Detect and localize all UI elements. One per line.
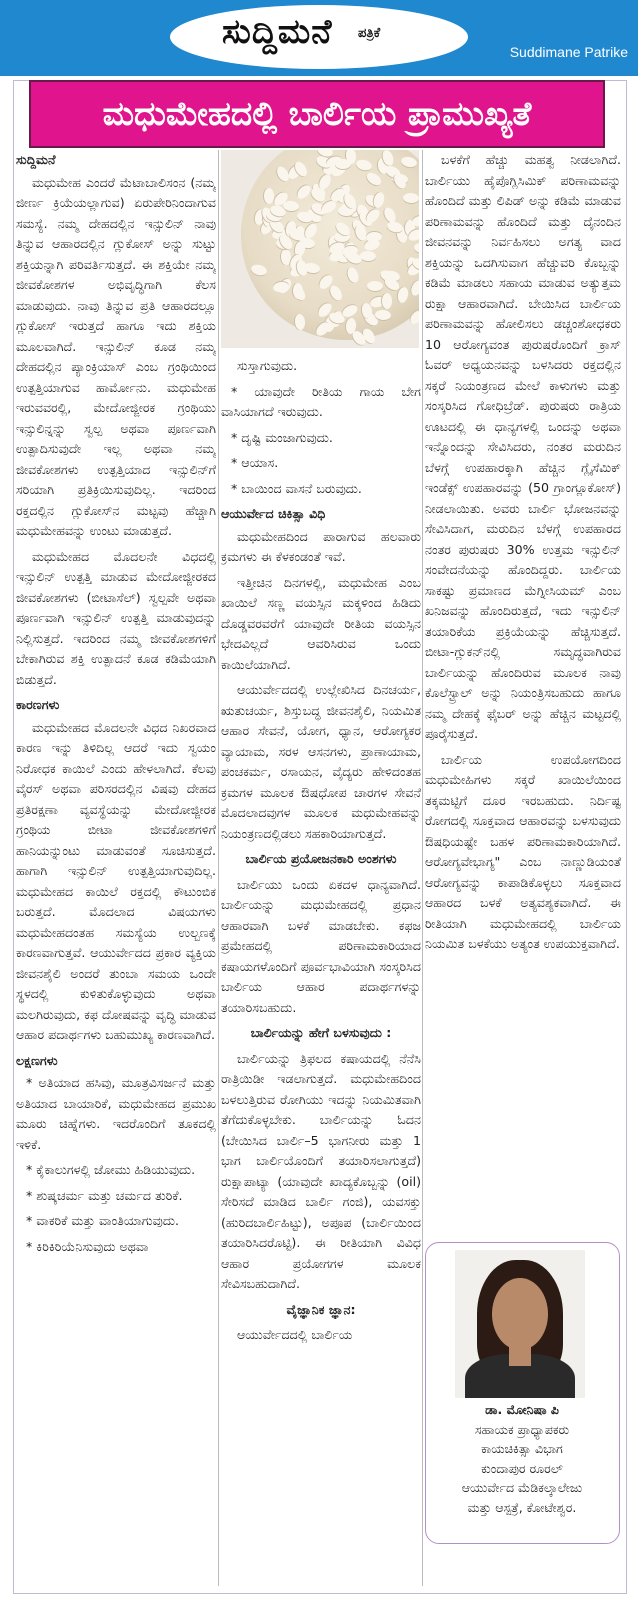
author-affiliation-line: ಸಹಾಯಕ ಪ್ರಾಧ್ಯಾಪಕರು	[474, 1421, 570, 1437]
bullet-item: * ಶುಷ್ಕಚರ್ಮ ಮತ್ತು ಚರ್ಮದ ತುರಿಕೆ.	[26, 1187, 183, 1203]
headline: ಮಧುಮೇಹದಲ್ಲಿ ಬಾರ್ಲಿಯ ಪ್ರಾಮುಖ್ಯತೆ	[102, 94, 532, 133]
article-column-3	[425, 150, 621, 1240]
section-heading: ಆಯುರ್ವೇದ ಚಿಕಿತ್ಸಾ ವಿಧಿ	[221, 506, 326, 521]
bullet-item: * ವಾಕರಿಕೆ ಮತ್ತು ವಾಂತಿಯಾಗುವುದು.	[26, 1213, 179, 1228]
author-affiliation-line: ಕಾಯಚಿಕಿತ್ಸಾ ವಿಭಾಗ	[481, 1441, 563, 1456]
paragraph: ಆಯುರ್ವೇದದಲ್ಲಿ ಬಾರ್ಲಿಯ	[237, 1327, 353, 1342]
author-affiliation-line: ಆಯುರ್ವೇದ ಮೆಡಿಕಲ್ಕಾಲೇಜು	[461, 1480, 583, 1495]
paragraph: ಮಧುಮೇಹ ಎಂದರೆ ಮೆಟಾಬಾಲಿಸಂನ (ನಮ್ಮ ಜೀರ್ಣ ಕ್ರಿಯೆಯಲ್ಲಾಗುವ) ಏರುಪೇರಿನಿಂದಾಗುವ ಸಮಸ್ಯೆ. ನಮ್ಮ ದೇಹದಲ್ಲಿನ ಇನ್ಸುಲಿನ್ ನಾವು ತಿನ್ನುವ ಆಹಾರದಲ್ಲಿನ ಗ್ಲುಕೋಸ್ ಅನ್ನು ಸುಟ್ಟು ಶಕ್ತಿಯನ್ನಾಗಿ ಪರಿವರ್ತಿಸುತ್ತದೆ. ಈ ಶಕ್ತಿಯೇ ನಮ್ಮ ಜೀವಕೋಶಗಳ ಅಭಿವೃದ್ಧಿಗಾಗಿ ಕೆಲಸ ಮಾಡುವುದು. ನಾವು ತಿನ್ನುವ ಪ್ರತಿ ಆಹಾರದಲ್ಲೂ ಗ್ಲುಕೋಸ್ ಇರುತ್ತದೆ ಹಾಗೂ ಇದು ಶಕ್ತಿಯ ಮೂಲವಾಗಿದೆ. ಇನ್ಸುಲಿನ್ ಕೂಡ ನಮ್ಮ ದೇಹದಲ್ಲಿನ ಪ್ಯಾಂಕ್ರಿಯಾಸ್ ಎಂಬ ಗ್ರಂಥಿಯಿಂದ ಉತ್ಪತ್ತಿಯಾಗುವ ಹಾರ್ಮೋನು. ಮಧುಮೇಹ ಇರುವವರಲ್ಲಿ, ಮೇದೋಜ್ಜೀರಕ ಗ್ರಂಥಿಯು ಇನ್ಸುಲಿನ್ನನ್ನು ಸ್ವಲ್ಪ ಅಥವಾ ಪೂರ್ಣವಾಗಿ ಉತ್ಪಾದಿಸುವುದೇ ಇಲ್ಲ ಅಥವಾ ನಮ್ಮ ಜೀವಕೋಶಗಳು ಉತ್ಪತ್ತಿಯಾದ ಇನ್ಸುಲಿನ್‌ಗೆ ಸರಿಯಾಗಿ ಪ್ರತಿಕ್ರಿಯಿಸುವುದಿಲ್ಲ. ಇದರಿಂದ ರಕ್ತದಲ್ಲಿನ ಗ್ಲುಕೋಸ್‌ನ ಮಟ್ಟವು ಹೆಚ್ಚಾಗಿ ಮಧುಮೇಹವನ್ನು ಉಂಟು ಮಾಡುತ್ತದೆ.	[16, 174, 216, 538]
section-heading: ಸುದ್ದಿಮನೆ	[16, 152, 56, 167]
barley-photo	[221, 150, 419, 348]
section-heading: ಕಾರಣಗಳು	[16, 697, 60, 712]
paragraph: ಬಾರ್ಲಿಯು ಒಂದು ಏಕದಳ ಧಾನ್ಯವಾಗಿದೆ. ಬಾರ್ಲಿಯನ್ನು ಮಧುಮೇಹದಲ್ಲಿ ಪ್ರಧಾನ ಆಹಾರವಾಗಿ ಬಳಕೆ ಮಾಡಬೇಕು. ಕಫಜ ಪ್ರಮೇಹದಲ್ಲಿ ಪರಿಣಾಮಕಾರಿಯಾದ ಕಷಾಯಗಳೊಂದಿಗೆ ಪೂರ್ವಭಾವಿಯಾಗಿ ಸಂಸ್ಕರಿಸಿದ ಬಾರ್ಲಿಯ ಆಹಾರ ಪದಾರ್ಥಗಳನ್ನು ತಯಾರಿಸಬಹುದು.	[221, 876, 421, 1015]
masthead-english-title: Suddimane Patrike	[509, 44, 628, 60]
column-divider	[422, 150, 423, 1586]
author-affiliation-line: ಮತ್ತು ಆಸ್ಪತ್ರೆ, ಕೋಟೇಶ್ವರ.	[467, 1499, 577, 1515]
author-photo	[455, 1250, 585, 1398]
bullet-item: * ಬಾಯಿಂದ ವಾಸನೆ ಬರುವುದು.	[231, 480, 362, 496]
headline-banner	[29, 80, 605, 148]
paragraph: ಸುಸ್ತಾಗುವುದು.	[237, 358, 298, 373]
masthead-title: ಸುದ್ದಿಮನೆ	[222, 12, 333, 52]
section-heading: ಬಾರ್ಲಿಯ ಪ್ರಯೋಜನಕಾರಿ ಅಂಶಗಳು	[245, 851, 397, 866]
column-divider	[218, 150, 219, 1586]
masthead	[0, 0, 638, 76]
bullet-item: * ಆಯಾಸ.	[231, 455, 279, 470]
barley-grain	[264, 188, 274, 204]
paragraph: ಮಧುಮೇಹದಿಂದ ಪಾರಾಗುವ ಹಲವಾರು ಕ್ರಮಗಳು ಈ ಕೆಳಕಂಡಂತೆ ಇವೆ.	[221, 528, 421, 564]
article-column-1	[16, 150, 216, 1586]
paragraph: ಆಯುರ್ವೇದದಲ್ಲಿ ಉಲ್ಲೇಖಿಸಿದ ದಿನಚರ್ಯ, ಋತುಚರ್ಯ, ಶಿಸ್ತುಬದ್ಧ ಜೀವನಶೈಲಿ, ನಿಯಮಿತ ಆಹಾರ ಸೇವನೆ, ಯೋಗ, ಧ್ಯಾನ, ಆರೋಗ್ಯಕರ ವ್ಯಾಯಾಮ, ಸರಳ ಆಸನಗಳು, ಪ್ರಾಣಾಯಾಮ, ಪಂಚಕರ್ಮ, ರಸಾಯನ, ವೈದ್ಯರು ಹೇಳಿದಂತಹ ಕ್ರಮಗಳ ಮೂಲಕ ಔಷಧೋಪ ಚಾರಗಳ ಸೇವನೆ ಮೊದಲಾದವುಗಳ ಮೂಲಕ ಮಧುಮೇಹವನ್ನು ನಿಯಂತ್ರಣದಲ್ಲಿಡಲು ಸಹಕಾರಿಯಾಗುತ್ತದೆ.	[221, 682, 421, 841]
barley-grain	[335, 159, 351, 169]
section-heading: ಬಾರ್ಲಿಯನ್ನು ಹೇಗೆ ಬಳಸುವುದು :	[250, 1025, 392, 1040]
bullet-item: * ಕೈಕಾಲುಗಳಲ್ಲಿ ಜೋಮು ಹಿಡಿಯುವುದು.	[26, 1162, 196, 1177]
paragraph: ಮಧುಮೇಹದ ಮೊದಲನೇ ವಿಧದಲ್ಲಿ ಇನ್ಸುಲಿನ್ ಉತ್ಪತ್ತಿ ಮಾಡುವ ಮೇದೋಜ್ಜೀರಕದ ಜೀವಕೋಶಗಳು (ಬೀಟಾಸೆಲ್) ಸ್ವಲ್ಪವೇ ಅಥವಾ ಪೂರ್ಣವಾಗಿ ಇನ್ಸುಲಿನ್ ಉತ್ಪತ್ತಿ ಮಾಡುವುದನ್ನು ನಿಲ್ಲಿಸುತ್ತದೆ. ಇದರಿಂದ ನಮ್ಮ ಜೀವಕೋಶಗಳಿಗೆ ಬೇಕಾಗಿರುವ ಶಕ್ತಿ ಉತ್ಪಾದನೆ ಕೂಡ ಕಡಿಮೆಯಾಗಿ ಬಿಡುತ್ತದೆ.	[16, 548, 216, 687]
paragraph: ಬಾರ್ಲಿಯನ್ನು ತ್ರಿಫಲದ ಕಷಾಯದಲ್ಲಿ ನೆನೆಸಿ ರಾತ್ರಿಯಿಡೀ ಇಡಲಾಗುತ್ತದೆ. ಮಧುಮೇಹದಿಂದ ಬಳಲುತ್ತಿರುವ ರೋಗಿಯು ಇದನ್ನು ನಿಯಮಿತವಾಗಿ ತೆಗೆದುಕೊಳ್ಳಬೇಕು. ಬಾರ್ಲಿಯನ್ನು ಓದನ (ಬೇಯಿಸಿದ ಬಾರ್ಲಿ–5 ಭಾಗನೀರು ಮತ್ತು 1 ಭಾಗ ಬಾರ್ಲಿಯೊಂದಿಗೆ ತಯಾರಿಸಲಾಗುತ್ತದೆ) ರುಕ್ಷಾಪಾಟ್ಯಾ (ಯಾವುದೇ ಖಾದ್ಯಕೊಬ್ಬನ್ನು (oil) ಸೇರಿಸದೆ ಮಾಡಿದ ಬಾರ್ಲಿ ಗಂಜಿ), ಯವಸಕ್ತು (ಹುರಿದಬಾರ್ಲಿಹಿಟ್ಟು), ಅಪೂಪ (ಬಾರ್ಲಿಯಿಂದ ತಯಾರಿಸಿದರೊಟ್ಟಿ). ಈ ರೀತಿಯಾಗಿ ವಿವಿಧ ಆಹಾರ ಪ್ರಯೋಗಗಳ ಮೂಲಕ ಸೇವಿಸಬಹುದಾಗಿದೆ.	[221, 1050, 421, 1291]
author-face	[492, 1278, 548, 1350]
bullet-item: * ಕಿರಿಕಿರಿಯೆನಿಸುವುದು ಅಥವಾ	[26, 1238, 149, 1254]
section-heading: ವೈಜ್ಞಾನಿಕ ಜ್ಞಾನ:	[286, 1301, 356, 1317]
bullet-item: * ಅತಿಯಾದ ಹಸಿವು, ಮೂತ್ರವಿಸರ್ಜನೆ ಮತ್ತು ಅತಿಯಾದ ಬಾಯಾರಿಕೆ, ಮಧುಮೇಹದ ಪ್ರಮುಖ ಮೂರು ಚಿಹ್ನೆಗಳು. ಇದರೊಂದಿಗೆ ತೂಕದಲ್ಲಿ ಇಳಿಕೆ.	[16, 1075, 216, 1152]
article-column-2	[221, 356, 421, 1586]
bullet-item: * ಯಾವುದೇ ರೀತಿಯ ಗಾಯ ಬೇಗ ವಾಸಿಯಾಗದೆ ಇರುವುದು.	[221, 383, 421, 419]
paragraph: ಬಾರ್ಲಿಯ ಉಪಯೋಗದಿಂದ ಮಧುಮೇಹಿಗಳು ಸಕ್ಕರೆ ಖಾಯಿಲೆಯಿಂದ ತಕ್ಕಮಟ್ಟಿಗೆ ದೂರ ಇರಬಹುದು. ನಿರ್ದಿಷ್ಟ ರೋಗದಲ್ಲಿ ಸೂಕ್ತವಾದ ಆಹಾರವನ್ನು ಬಳಸುವುದು ಔಷಧಿಯಷ್ಟೇ ಬಹಳ ಪರಿಣಾಮಕಾರಿಯಾಗಿದೆ. ಆರೋಗ್ಯವೇಭಾಗ್ಯ" ಎಂಬ ನಾಣ್ಣುಡಿಯಂತೆ ಆರೋಗ್ಯವನ್ನು ಕಾಪಾಡಿಕೊಳ್ಳಲು ಸೂಕ್ತವಾದ ಆಹಾರದ ಬಳಕೆ ಅತ್ಯವಶ್ಯಕವಾಗಿದೆ. ಈ ರೀತಿಯಾಗಿ ಮಧುಮೇಹದಲ್ಲಿ ಬಾರ್ಲಿಯ ನಿಯಮಿತ ಬಳಕೆಯು ಅತ್ಯಂತ ಉಪಯುಕ್ತವಾಗಿದೆ.	[425, 751, 621, 951]
paragraph: ಮಧುಮೇಹದ ಮೊದಲನೇ ವಿಧದ ನಿಖರವಾದ ಕಾರಣ ಇನ್ನು ತಿಳಿದಿಲ್ಲ ಆದರೆ ಇದು ಸ್ವಯಂ ನಿರೋಧಕ ಕಾಯಿಲೆ ಎಂದು ಹೇಳಲಾಗಿದೆ. ಕೆಲವು ವೈರಸ್ ಅಥವಾ ಪರಿಸರದಲ್ಲಿನ ವಿಷವು ದೇಹದ ಪ್ರತಿರಕ್ಷಣಾ ವ್ಯವಸ್ಥೆಯನ್ನು ಮೇದೋಜ್ಜೀರಕ ಗ್ರಂಥಿಯ ಬೀಟಾ ಜೀವಕೋಶಗಳಿಗೆ ಹಾನಿಯನ್ನುಂಟು ಮಾಡುವಂತೆ ಸೂಚಿಸುತ್ತದೆ. ಹಾಗಾಗಿ ಇನ್ಸುಲಿನ್ ಉತ್ಪತ್ತಿಯಾಗುವುದಿಲ್ಲ. ಮಧುಮೇಹದ ಕಾಯಿಲೆ ರಕ್ತದಲ್ಲಿ ಕೌಟುಂಬಿಕ ಬರುತ್ತದೆ. ಮೊದಲಾದ ವಿಷಯಗಳು ಮಧುಮೇಹದಂತಹ ಸಮಸ್ಯೆಯ ಉಲ್ಬಣಕ್ಕೆ ಕಾರಣವಾಗುತ್ತವೆ. ಆಯುರ್ವೇದದ ಪ್ರಕಾರ ವ್ಯಕ್ತಿಯ ಜೀವನಶೈಲಿ ಅಂದರೆ ತುಂಬಾ ಸಮಯ ಒಂದೇ ಸ್ಥಳದಲ್ಲಿ ಕುಳಿತುಕೊಳ್ಳುವುದು ಅಥವಾ ಮಲಗಿರುವುದು, ಕಫ ದೋಷವನ್ನು ವೃದ್ಧಿ ಮಾಡುವ ಆಹಾರ ಪದಾರ್ಥಗಳು ಬಹುಮುಖ್ಯ ಕಾರಣವಾಗಿದೆ.	[16, 719, 216, 1042]
bullet-item: * ದೃಷ್ಟಿ ಮಂಜಾಗುವುದು.	[231, 429, 333, 445]
barley-grain	[382, 293, 392, 309]
paragraph: ಇತ್ತೀಚಿನ ದಿನಗಳಲ್ಲಿ, ಮಧುಮೇಹ ಎಂಬ ಖಾಯಿಲೆ ಸಣ್ಣ ವಯಸ್ಸಿನ ಮಕ್ಕಳಿಂದ ಹಿಡಿದು ದೊಡ್ಡವರವರೆಗೆ ಯಾವುದೇ ರೀತಿಯ ವಯಸ್ಸಿನ ಭೇದವಿಲ್ಲದೆ ಆವರಿಸಿರುವ ಒಂದು ಕಾಯಿಲೆಯಾಗಿದೆ.	[221, 574, 421, 672]
section-heading: ಲಕ್ಷಣಗಳು	[16, 1052, 58, 1068]
author-name: ಡಾ. ಮೋನಿಷಾ ಪಿ	[485, 1402, 559, 1417]
author-credit	[430, 1400, 614, 1517]
paragraph: ಬಳಕೆಗೆ ಹೆಚ್ಚು ಮಹತ್ವ ನೀಡಲಾಗಿದೆ. ಬಾರ್ಲಿಯು ಹೈಪೊಗ್ಲಿಸಿಮಿಕ್ ಪರಿಣಾಮವನ್ನು ಹೊಂದಿದೆ ಮತ್ತು ಲಿಪಿಡ್ ಅನ್ನು ಕಡಿಮೆ ಮಾಡುವ ಪರಿಣಾಮವನ್ನು ಹೊಂದಿದೆ ಮತ್ತು ದೈನಂದಿನ ಜೀವನವನ್ನು ನಿರ್ವಹಿಸಲು ಅಗತ್ಯ ವಾದ ಶಕ್ತಿಯನ್ನು ಒದಗಿಸುವಾಗ ಹೆಚ್ಚುವರಿ ಕೊಬ್ಬನ್ನು ಕಡಿಮೆ ಮಾಡಲು ಸಹಾಯ ಮಾಡುವ ಅತ್ಯುತ್ತಮ ರುಕ್ಷಾ ಆಹಾರವಾಗಿದೆ. ಬೇಯಿಸಿದ ಬಾರ್ಲಿಯ ಪರಿಣಾಮವನ್ನು ಹೋಲಿಸಲು ಡಚ್ಚಂಶೋಧಕರು 10 ಆರೋಗ್ಯವಂತ ಪುರುಷರೊಂದಿಗೆ ಕ್ರಾಸ್ ಓವರ್ ಅಧ್ಯಯನವನ್ನು ಬಳಸಿದರು ರಕ್ತದಲ್ಲಿನ ಸಕ್ಕರೆ ನಿಯಂತ್ರಣದ ಮೇಲೆ ಕಾಳುಗಳು ಮತ್ತು ಸಂಸ್ಕರಿಸಿದ ಗೋಧಿಬ್ರೆಡ್. ಪುರುಷರು ರಾತ್ರಿಯ ಊಟದಲ್ಲಿ ಈ ಧಾನ್ಯಗಳಲ್ಲಿ ಒಂದನ್ನು ಅಥವಾ ಇನ್ನೊಂದನ್ನು ಸೇವಿಸಿದರು, ನಂತರ ಮರುದಿನ ಬೆಳಗ್ಗೆ ಉಪಹಾರಕ್ಕಾಗಿ ಹೆಚ್ಚಿನ ಗ್ಲೈಸೆಮಿಕ್ ಇಂಡೆಕ್ಸ್ ಉಪಹಾರವನ್ನು (50 ಗ್ರಾಂಗ್ಲೂಕೋಸ್) ನೀಡಲಾಯಿತು. ಅವರು ಬಾರ್ಲಿ ಭೋಜನವನ್ನು ಸೇವಿಸಿದಾಗ, ಮರುದಿನ ಬೆಳಗ್ಗೆ ಉಪಹಾರದ ನಂತರ ಪುರುಷರು 30% ಉತ್ತಮ ಇನ್ಸುಲಿನ್ ಸಂವೇದನೆಯನ್ನು ಹೊಂದಿದ್ದರು. ಬಾರ್ಲಿಯ ಸಾಕಷ್ಟು ಪ್ರಮಾಣದ ಮೆಗ್ನೀಸಿಯಮ್ ಎಂಬ ಖನಿಜವನ್ನು ಹೊಂದಿರುತ್ತದೆ, ಇದು ಇನ್ಸುಲಿನ್ ತಯಾರಿಕೆಯ ಪ್ರಕ್ರಿಯೆಯನ್ನು ಹೆಚ್ಚಿಸುತ್ತದೆ. ಬೀಟಾ-ಗ್ಲುಕನ್‌ನಲ್ಲಿ ಸಮೃದ್ಧವಾಗಿರುವ ಬಾರ್ಲಿಯನ್ನು ಹೊಂದಿರುವ ಮೂಲಕ ನಾವು ಕೊಲೆಸ್ಟ್ರಾಲ್ ಅನ್ನು ನಿಯಂತ್ರಿಸಬಹುದು ಹಾಗೂ ನಮ್ಮ ದೇಹಕ್ಕೆ ಫೈಬರ್ ಅನ್ನು ಹೆಚ್ಚಿನ ಮಟ್ಟದಲ್ಲಿ ಪೂರೈಸುತ್ತದೆ.	[425, 152, 621, 741]
author-affiliation-line: ಕುಂದಾಪುರ ರೂರಲ್	[481, 1460, 563, 1476]
barley-grain	[403, 192, 419, 203]
masthead-subtitle: ಪತ್ರಿಕೆ	[358, 26, 381, 41]
